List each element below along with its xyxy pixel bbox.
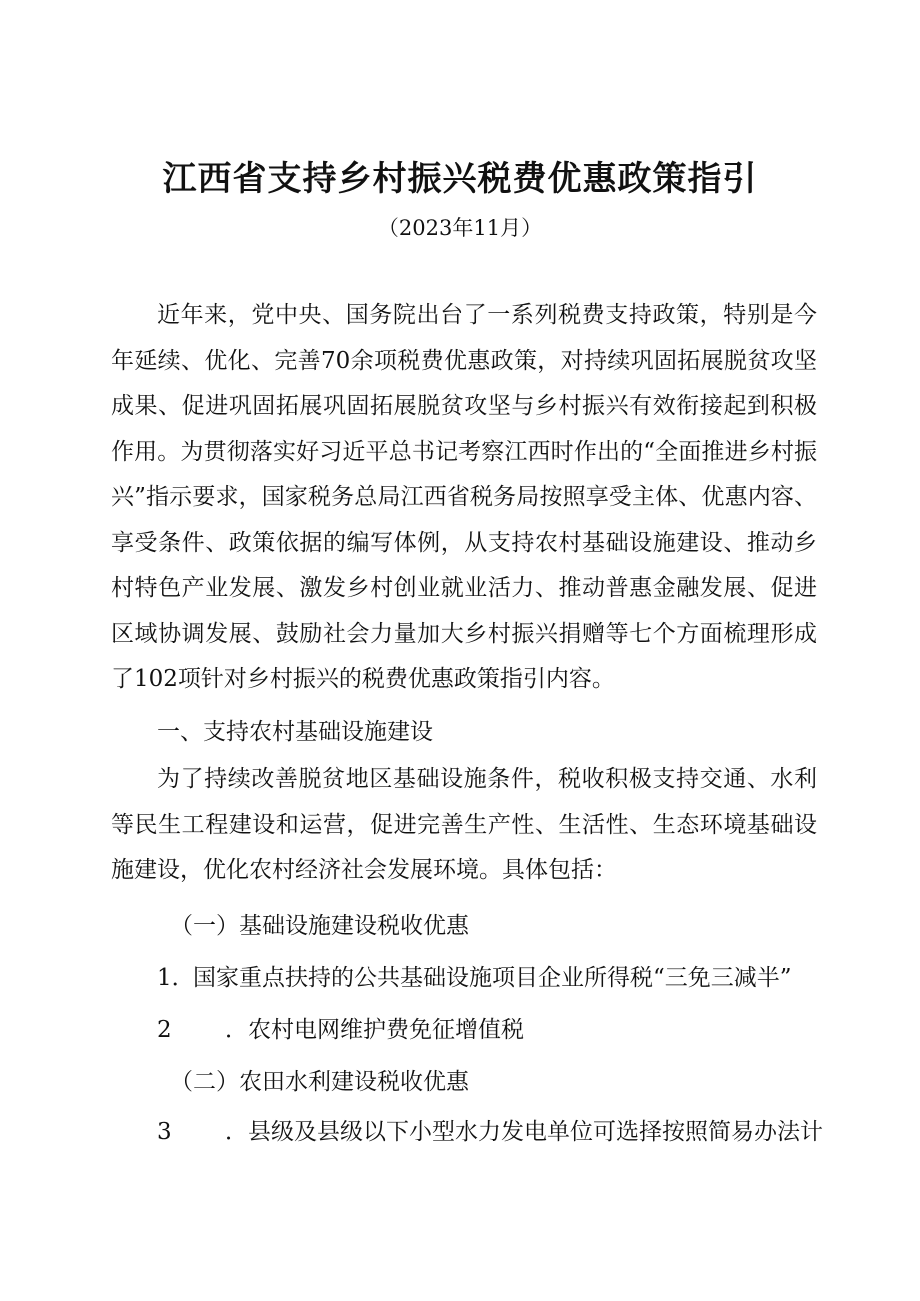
document-title: 江西省支持乡村振兴税费优惠政策指引 xyxy=(162,159,758,199)
subsection-heading: （二）农田水利建设税收优惠 xyxy=(170,1069,469,1095)
list-item-number: 1． xyxy=(157,965,195,991)
intro-paragraph: 近年来，党中央、国务院出台了一系列税费支持政策，特别是今年延续、优化、完善70余项税费优惠政策，对持续巩固拓展脱贫攻坚成果、促进巩固拓展巩固拓展脱贫攻坚与乡村振兴有效衔接起到积极作用。为贯彻落实好习近平总书记考察江西时作出的“全面推进乡村振兴”指示要求，国家税务总局江西省税务局按照享受主体、优惠内容、享受条件、政策依据的编写体例，从支持农村基础设施建设、推动乡村特色产业发展、激发乡村创业就业活力、推动普惠金融发展、促进区域协调发展、鼓励社会力量加大乡村振兴捐赠等七个方面梳理形成了102项针对乡村振兴的税费优惠政策指引内容。 xyxy=(111,302,817,692)
list-item-text: ．县级及县级以下小型水力发电单位可选择按照简易办法计 xyxy=(225,1119,823,1145)
list-item xyxy=(157,1112,837,1152)
document-date: （2023年11月） xyxy=(377,216,543,240)
list-item-text: 国家重点扶持的公共基础设施项目企业所得税“三免三减半” xyxy=(193,965,792,991)
section-heading: 一、支持农村基础设施建设 xyxy=(157,719,433,745)
list-item-number: 3 xyxy=(157,1119,172,1145)
list-item-number: 2 xyxy=(157,1017,172,1043)
subsection-heading: （一）基础设施建设税收优惠 xyxy=(170,913,469,939)
list-item-text: ．农村电网维护费免征增值税 xyxy=(225,1017,524,1043)
list-item xyxy=(157,1010,817,1050)
list-item xyxy=(157,958,837,998)
section-intro-paragraph: 为了持续改善脱贫地区基础设施条件，税收积极支持交通、水利等民生工程建设和运营，促进完善生产性、生活性、生态环境基础设施建设，优化农村经济社会发展环境。具体包括： xyxy=(111,766,817,883)
